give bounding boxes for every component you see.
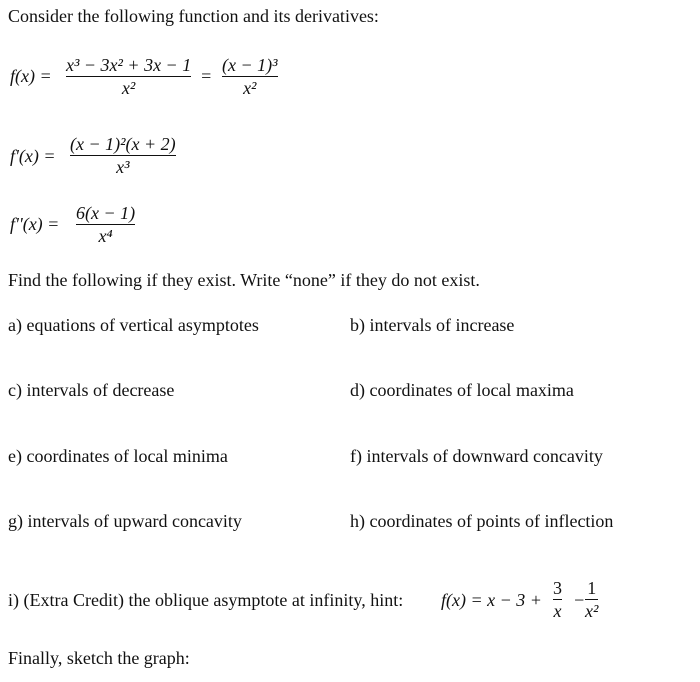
- f-fraction-1-denominator: x²: [121, 78, 136, 98]
- extra-fraction-1: [553, 577, 562, 622]
- item-a: a) equations of vertical asymptotes: [8, 315, 259, 335]
- f-double-prime-denominator: x⁴: [98, 226, 113, 246]
- f-lhs: f(x) =: [10, 66, 52, 86]
- f-double-prime-lhs: f''(x) =: [10, 214, 60, 234]
- f-prime-denominator: x³: [116, 157, 130, 177]
- closing-text: Finally, sketch the graph:: [8, 648, 190, 668]
- f-double-prime-fraction: [76, 202, 135, 247]
- f-fraction-2: [222, 54, 278, 99]
- item-f: f) intervals of downward concavity: [350, 446, 603, 466]
- f-fraction-1-numerator: x³ − 3x² + 3x − 1: [66, 55, 192, 75]
- extra-minus: −: [573, 590, 586, 610]
- item-h: h) coordinates of points of inflection: [350, 511, 614, 531]
- f-prime-numerator: (x − 1)²(x + 2): [70, 134, 176, 154]
- intro-text: Consider the following function and its derivatives:: [8, 6, 379, 26]
- f-double-prime-numerator: 6(x − 1): [76, 203, 136, 223]
- item-d: d) coordinates of local maxima: [350, 380, 574, 400]
- f-fraction-2-denominator: x²: [243, 78, 257, 98]
- item-b: b) intervals of increase: [350, 315, 515, 335]
- extra-fraction-1-numerator: 3: [553, 578, 562, 598]
- f-equals: =: [200, 66, 213, 86]
- extra-fraction-2-denominator: x²: [585, 601, 599, 621]
- extra-fraction-1-denominator: x: [553, 601, 562, 621]
- f-prime-fraction: [70, 133, 176, 178]
- instruction-text: Find the following if they exist. Write “none” if they do not exist.: [8, 270, 480, 290]
- f-prime-lhs: f'(x) =: [10, 146, 56, 166]
- extra-credit-label: i) (Extra Credit) the oblique asymptote at infinity, hint:: [8, 590, 404, 610]
- f-fraction-2-numerator: (x − 1)³: [222, 55, 278, 75]
- f-fraction-1: [66, 54, 191, 99]
- extra-fraction-2-numerator: 1: [587, 578, 597, 598]
- item-c: c) intervals of decrease: [8, 380, 175, 400]
- extra-credit-lhs: f(x) = x − 3 +: [441, 590, 542, 610]
- item-g: g) intervals of upward concavity: [8, 511, 242, 531]
- extra-fraction-2: [585, 577, 598, 622]
- item-e: e) coordinates of local minima: [8, 446, 228, 466]
